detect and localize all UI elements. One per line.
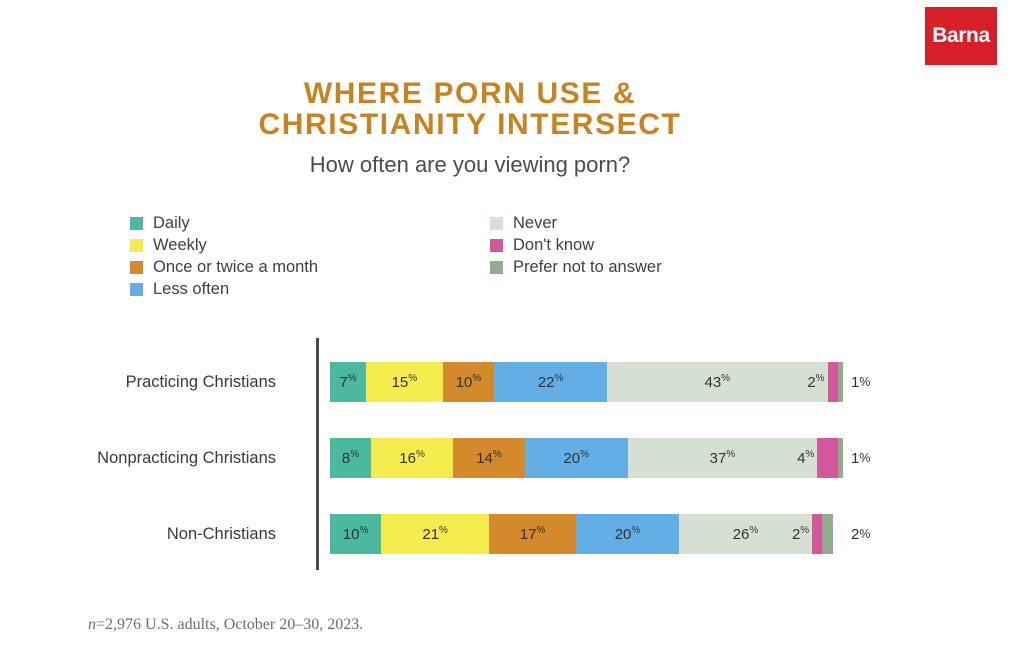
- chart-row-nonpracticing-christians: [0, 436, 1024, 480]
- legend-label-less-often: Less often: [153, 279, 230, 298]
- legend-item-once-or-twice-a-month: [130, 256, 490, 278]
- segment-daily: [330, 438, 371, 478]
- segment-value-weekly: 15%: [391, 373, 418, 391]
- legend-item-less-often: [130, 278, 490, 300]
- footnote-n: n: [88, 616, 96, 633]
- segment-value-once-or-twice-a-month: 17%: [519, 525, 546, 543]
- legend-label-weekly: Weekly: [153, 235, 207, 254]
- legend-item-daily: [130, 212, 490, 234]
- segment-weekly: [381, 514, 489, 554]
- legend-column-left: [130, 212, 490, 300]
- legend-swatch-never: [490, 217, 503, 230]
- segment-never: [607, 362, 828, 402]
- segment-weekly: [366, 362, 443, 402]
- legend-label-prefer-not-to-answer: Prefer not to answer: [513, 257, 662, 276]
- legend-swatch-daily: [130, 217, 143, 230]
- segment-less-often: [576, 514, 679, 554]
- legend-swatch-once-or-twice-a-month: [130, 261, 143, 274]
- segment-value-less-often: 20%: [614, 525, 641, 543]
- segment-value-dont-know: 4%: [797, 449, 815, 467]
- segment-value-once-or-twice-a-month: 10%: [455, 373, 482, 391]
- segment-never: [628, 438, 818, 478]
- legend-label-once-or-twice-a-month: Once or twice a month: [153, 257, 319, 276]
- segment-value-daily: 7%: [339, 373, 357, 391]
- legend-label-never: Never: [513, 213, 558, 232]
- segment-value-never: 43%: [704, 373, 731, 391]
- segment-once-or-twice-a-month: [443, 362, 494, 402]
- chart-title-line-1: WHERE PORN USE &: [303, 77, 637, 110]
- chart-legend: [130, 212, 830, 300]
- legend-item-never: [490, 212, 662, 234]
- segment-daily: [330, 362, 366, 402]
- segment-once-or-twice-a-month: [453, 438, 525, 478]
- legend-item-weekly: [130, 234, 490, 256]
- segment-value-less-often: 22%: [537, 373, 564, 391]
- bar-practicing-christians: [330, 362, 843, 402]
- segment-dont-know: [797, 438, 838, 478]
- segment-prefer-not-to-answer: [822, 514, 832, 554]
- segment-value-less-often: 20%: [563, 449, 590, 467]
- segment-prefer-not-to-answer: [838, 362, 843, 402]
- row-label-nonpracticing-christians: Nonpracticing Christians: [97, 448, 276, 467]
- bar-non-christians: [330, 514, 843, 554]
- chart-title-line-2: CHRISTIANITY INTERSECT: [258, 108, 682, 141]
- segment-weekly: [371, 438, 453, 478]
- barna-logo: [925, 7, 997, 65]
- segment-less-often: [494, 362, 607, 402]
- outside-value-prefer-not-to-answer: 2 %: [851, 525, 871, 543]
- chart-row-non-christians: [0, 512, 1024, 556]
- legend-item-prefer-not-to-answer: [490, 256, 662, 278]
- barna-logo-text: Barna: [932, 24, 990, 47]
- legend-swatch-prefer-not-to-answer: [490, 261, 503, 274]
- legend-swatch-dont-know: [490, 239, 503, 252]
- segment-value-weekly: 16%: [399, 449, 425, 467]
- title-block: [0, 78, 940, 178]
- chart-subtitle: How often are you viewing porn?: [309, 152, 631, 177]
- outside-value-prefer-not-to-answer: 1 %: [851, 449, 871, 467]
- footnote: [88, 616, 363, 634]
- outside-value-prefer-not-to-answer: 1 %: [851, 373, 871, 391]
- segment-value-daily: 10%: [342, 525, 369, 543]
- legend-label-daily: Daily: [153, 213, 190, 232]
- segment-value-weekly: 21%: [422, 525, 448, 543]
- segment-dont-know: [807, 362, 838, 402]
- legend-label-dont-know: Don't know: [513, 235, 595, 254]
- bar-nonpracticing-christians: [330, 438, 843, 478]
- legend-swatch-less-often: [130, 283, 143, 296]
- row-label-non-christians: Non-Christians: [166, 524, 276, 543]
- legend-swatch-weekly: [130, 239, 143, 252]
- segment-value-daily: 8%: [341, 449, 360, 467]
- segment-dont-know: [791, 514, 822, 554]
- legend-item-dont-know: [490, 234, 662, 256]
- legend-column-right: [490, 212, 662, 300]
- segment-prefer-not-to-answer: [838, 438, 843, 478]
- segment-less-often: [525, 438, 628, 478]
- chart-row-practicing-christians: [0, 360, 1024, 404]
- segment-value-dont-know: 2%: [791, 525, 810, 543]
- segment-value-once-or-twice-a-month: 14%: [476, 449, 502, 467]
- segment-value-never: 26%: [732, 525, 759, 543]
- footnote-text: =2,976 U.S. adults, October 20–30, 2023.: [96, 616, 364, 633]
- segment-value-never: 37%: [709, 449, 736, 467]
- row-label-practicing-christians: Practicing Christians: [125, 372, 276, 391]
- segment-daily: [330, 514, 381, 554]
- stacked-bar-chart: [0, 338, 1024, 573]
- segment-value-dont-know: 2%: [807, 373, 825, 391]
- segment-once-or-twice-a-month: [489, 514, 576, 554]
